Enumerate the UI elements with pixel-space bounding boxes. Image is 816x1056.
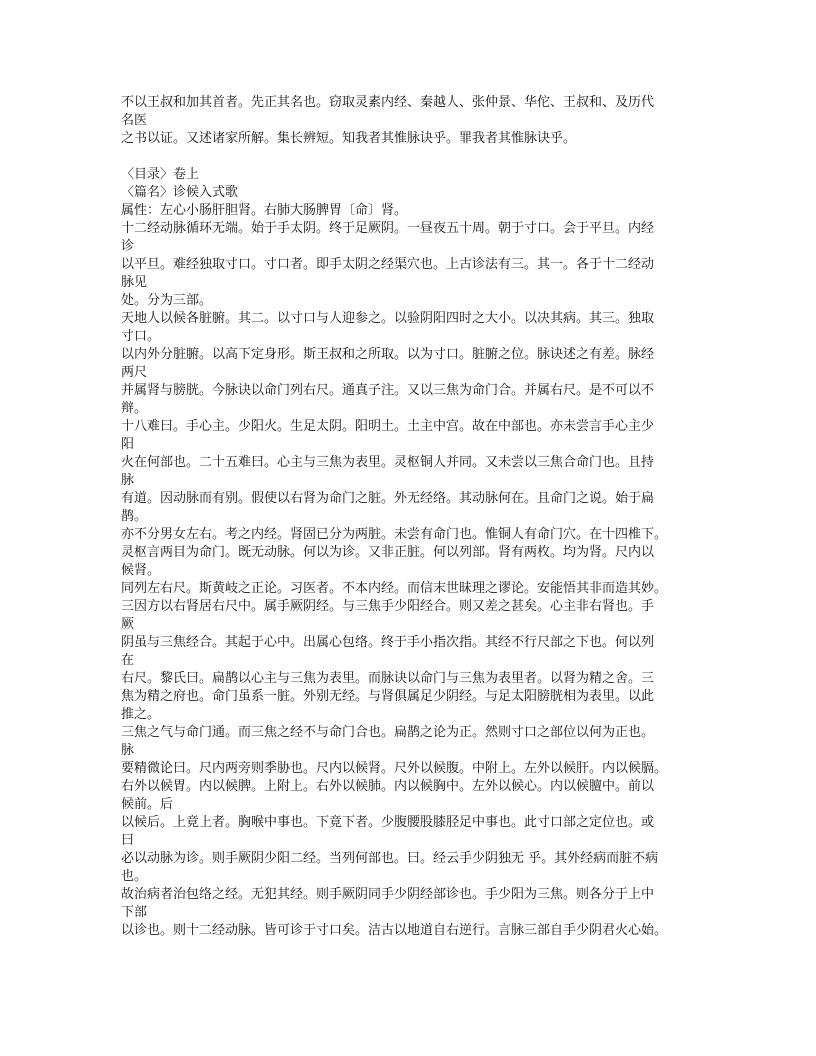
body-paragraph — [121, 220, 701, 940]
text-line: 名医 — [121, 113, 148, 128]
text-line: 候肾。 — [121, 563, 161, 578]
text-line: 十二经动脉循环无端。始于手太阴。终于足厥阴。一昼夜五十周。朝于寸口。会于平旦。内经 — [121, 221, 655, 236]
chapter-heading: 〈篇名〉诊候入式歌 — [121, 185, 239, 200]
text-line: 脉 — [121, 743, 135, 758]
text-line: 厥 — [121, 617, 135, 632]
text-line: 三焦之气与命门通。而三焦之经不与命门合也。扁鹊之论为正。然则寸口之部位以何为正也。 — [121, 725, 655, 740]
text-line: 两尺 — [121, 365, 148, 380]
text-line: 以诊也。则十二经动脉。皆可诊于寸口矣。洁古以地道自右逆行。言脉三部自手少阴君火心始。 — [121, 923, 668, 938]
text-line: 在 — [121, 653, 135, 668]
text-line: 阳 — [121, 437, 135, 452]
text-line: 处。分为三部。 — [121, 293, 213, 308]
text-line: 以候后。上竟上者。胸喉中事也。下竟下者。少腹腰股膝胫足中事也。此寸口部之定位也。或 — [121, 815, 655, 830]
text-line: 火在何部也。二十五难曰。心主与三焦为表里。灵枢铜人并同。又未尝以三焦合命门也。且持 — [121, 455, 655, 470]
text-line: 寸口。 — [121, 329, 161, 344]
text-line: 有道。因动脉而有别。假使以右肾为命门之脏。外无经络。其动脉何在。且命门之说。始于扁 — [121, 491, 655, 506]
text-line: 焦为精之府也。命门虽系一脏。外别无经。与肾俱属足少阴经。与足太阳膀胱相为表里。以此 — [121, 689, 655, 704]
text-line: 右尺。黎氏曰。扁鹊以心主与三焦为表里。而脉诀以命门与三焦为表里者。以肾为精之舍。三 — [121, 671, 655, 686]
text-line: 下部 — [121, 905, 148, 920]
text-line: 脉见 — [121, 275, 148, 290]
text-line: 诊 — [121, 239, 135, 254]
text-line: 辩。 — [121, 401, 148, 416]
attribute-line: 属性：左心小肠肝胆肾。右肺大肠脾胃〔命〕肾。 — [121, 203, 408, 218]
text-line: 之书以证。又述诸家所解。集长辨短。知我者其惟脉诀乎。罪我者其惟脉诀乎。 — [121, 131, 577, 146]
text-line: 要精微论曰。尺内两旁则季胁也。尺内以候肾。尺外以候腹。中附上。左外以候肝。内以候膈。 — [121, 761, 668, 776]
text-line: 必以动脉为诊。则手厥阴少阳二经。当列何部也。曰。经云手少阴独无 乎。其外经病而脏不病 — [121, 851, 659, 866]
text-line: 十八难曰。手心主。少阳火。生足太阴。阳明土。土主中宫。故在中部也。亦未尝言手心主少 — [121, 419, 655, 434]
text-line: 不以王叔和加其首者。先正其名也。窃取灵素内经、秦越人、张仲景、华佗、王叔和、及历代 — [121, 95, 655, 110]
text-line: 也。 — [121, 869, 148, 884]
paragraph-gap — [121, 148, 701, 166]
text-line: 推之。 — [121, 707, 161, 722]
text-line: 三因方以右肾居右尺中。属手厥阴经。与三焦手少阳经合。则又差之甚矣。心主非右肾也。手 — [121, 599, 655, 614]
text-line: 曰 — [121, 833, 135, 848]
text-line: 鹊。 — [121, 509, 148, 524]
text-line: 天地人以候各脏腑。其二。以寸口与人迎参之。以验阴阳四时之大小。以决其病。其三。独取 — [121, 311, 655, 326]
text-line: 脉 — [121, 473, 135, 488]
text-line: 灵枢言两目为命门。既无动脉。何以为诊。又非正脏。何以列部。肾有两枚。均为肾。尺内以 — [121, 545, 655, 560]
text-line: 同列左右尺。斯黄岐之正论。习医者。不本内经。而信末世昧理之谬论。安能悟其非而造其妙。 — [121, 581, 668, 596]
toc-heading: 〈目录〉卷上 — [121, 167, 200, 182]
document-page — [121, 94, 701, 940]
text-line: 以平旦。难经独取寸口。寸口者。即手太阴之经渠穴也。上古诊法有三。其一。各于十二经动 — [121, 257, 655, 272]
text-line: 阴虽与三焦经合。其起于心中。出属心包络。终于手小指次指。其经不行尺部之下也。何以列 — [121, 635, 655, 650]
text-line: 并属肾与膀胱。今脉诀以命门列右尺。通真子注。又以三焦为命门合。并属右尺。是不可以不 — [121, 383, 655, 398]
text-line: 候前。后 — [121, 797, 174, 812]
text-line: 右外以候胃。内以候脾。上附上。右外以候肺。内以候胸中。左外以候心。内以候膻中。前以 — [121, 779, 655, 794]
text-line: 故治病者治包络之经。无犯其经。则手厥阴同手少阴经部诊也。手少阳为三焦。则各分于上中 — [121, 887, 655, 902]
text-line: 以内外分脏腑。以高下定身形。斯王叔和之所取。以为寸口。脏腑之位。脉诀述之有差。脉经 — [121, 347, 655, 362]
intro-paragraph — [121, 94, 701, 148]
text-line: 亦不分男女左右。考之内经。肾固已分为两脏。未尝有命门也。惟铜人有命门穴。在十四椎下。 — [121, 527, 668, 542]
